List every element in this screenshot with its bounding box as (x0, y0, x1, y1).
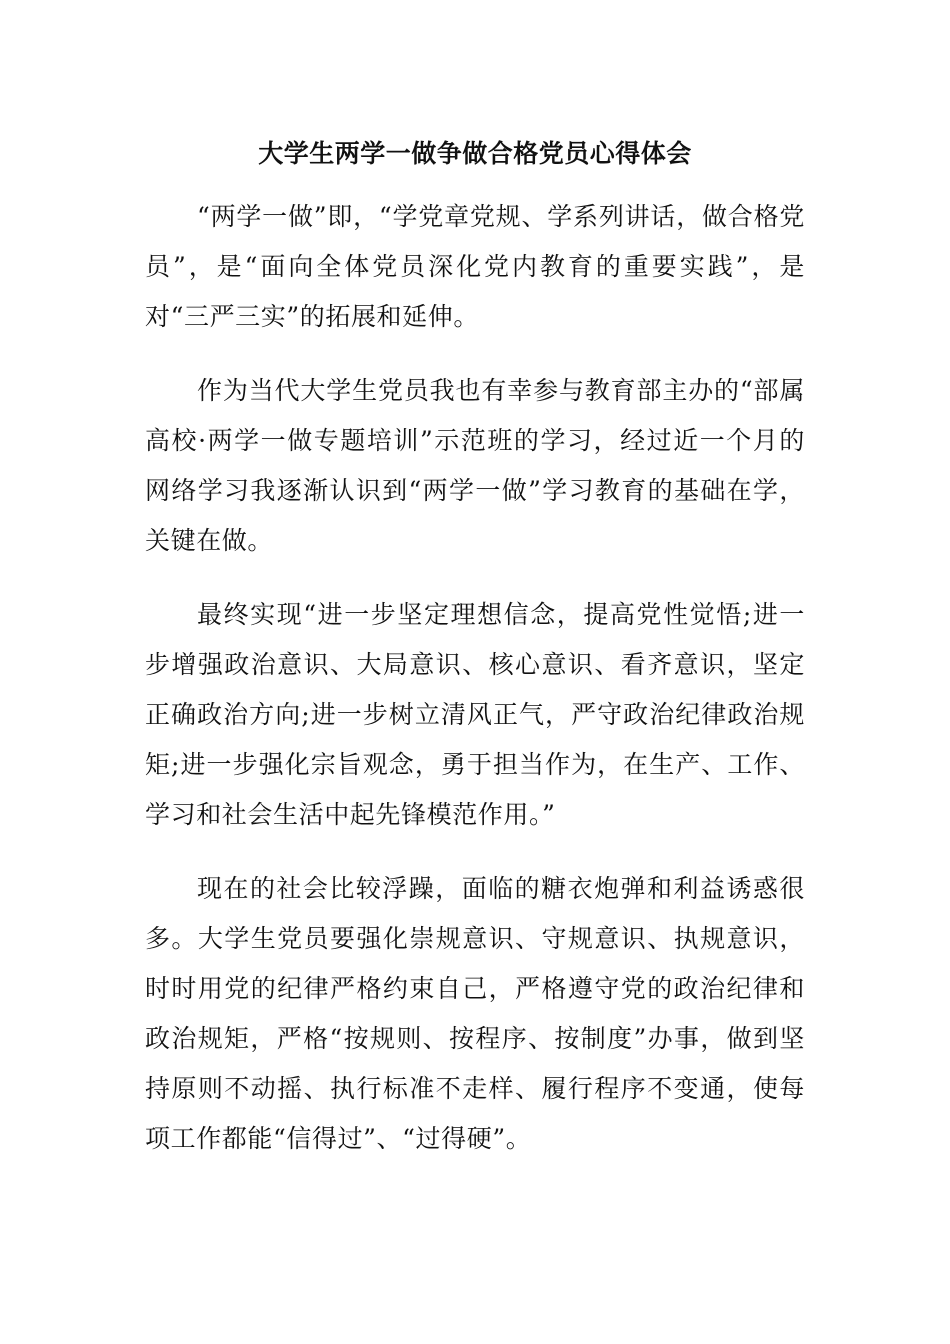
paragraph-2: 作为当代大学生党员我也有幸参与教育部主办的“部属高校·两学一做专题培训”示范班的学习，经过近一个月的网络学习我逐渐认识到“两学一做”学习教育的基础在学，关键在做。 (145, 376, 805, 555)
paragraph-1: “两学一做”即，“学党章党规、学系列讲话，做合格党员”，是“面向全体党员深化党内教育的重要实践”，是对“三严三实”的拓展和延伸。 (145, 202, 805, 331)
paragraph-3: 最终实现“进一步坚定理想信念，提高党性觉悟;进一步增强政治意识、大局意识、核心意识、看齐意识，坚定正确政治方向;进一步树立清风正气，严守政治纪律政治规矩;进一步强化宗旨观念，勇于担当作为，在生产、工作、学习和社会生活中起先锋模范作用。” (145, 600, 805, 829)
paragraph-4: 现在的社会比较浮躁，面临的糖衣炮弹和利益诱惑很多。大学生党员要强化崇规意识、守规意识、执规意识，时时用党的纪律严格约束自己，严格遵守党的政治纪律和政治规矩，严格“按规则、按程序、按制度”办事，做到坚持原则不动摇、执行标准不走样、履行程序不变通，使每项工作都能“信得过”、“过得硬”。 (145, 874, 805, 1153)
document-body (145, 192, 805, 1188)
document-title: 大学生两学一做争做合格党员心得体会 (258, 139, 692, 168)
